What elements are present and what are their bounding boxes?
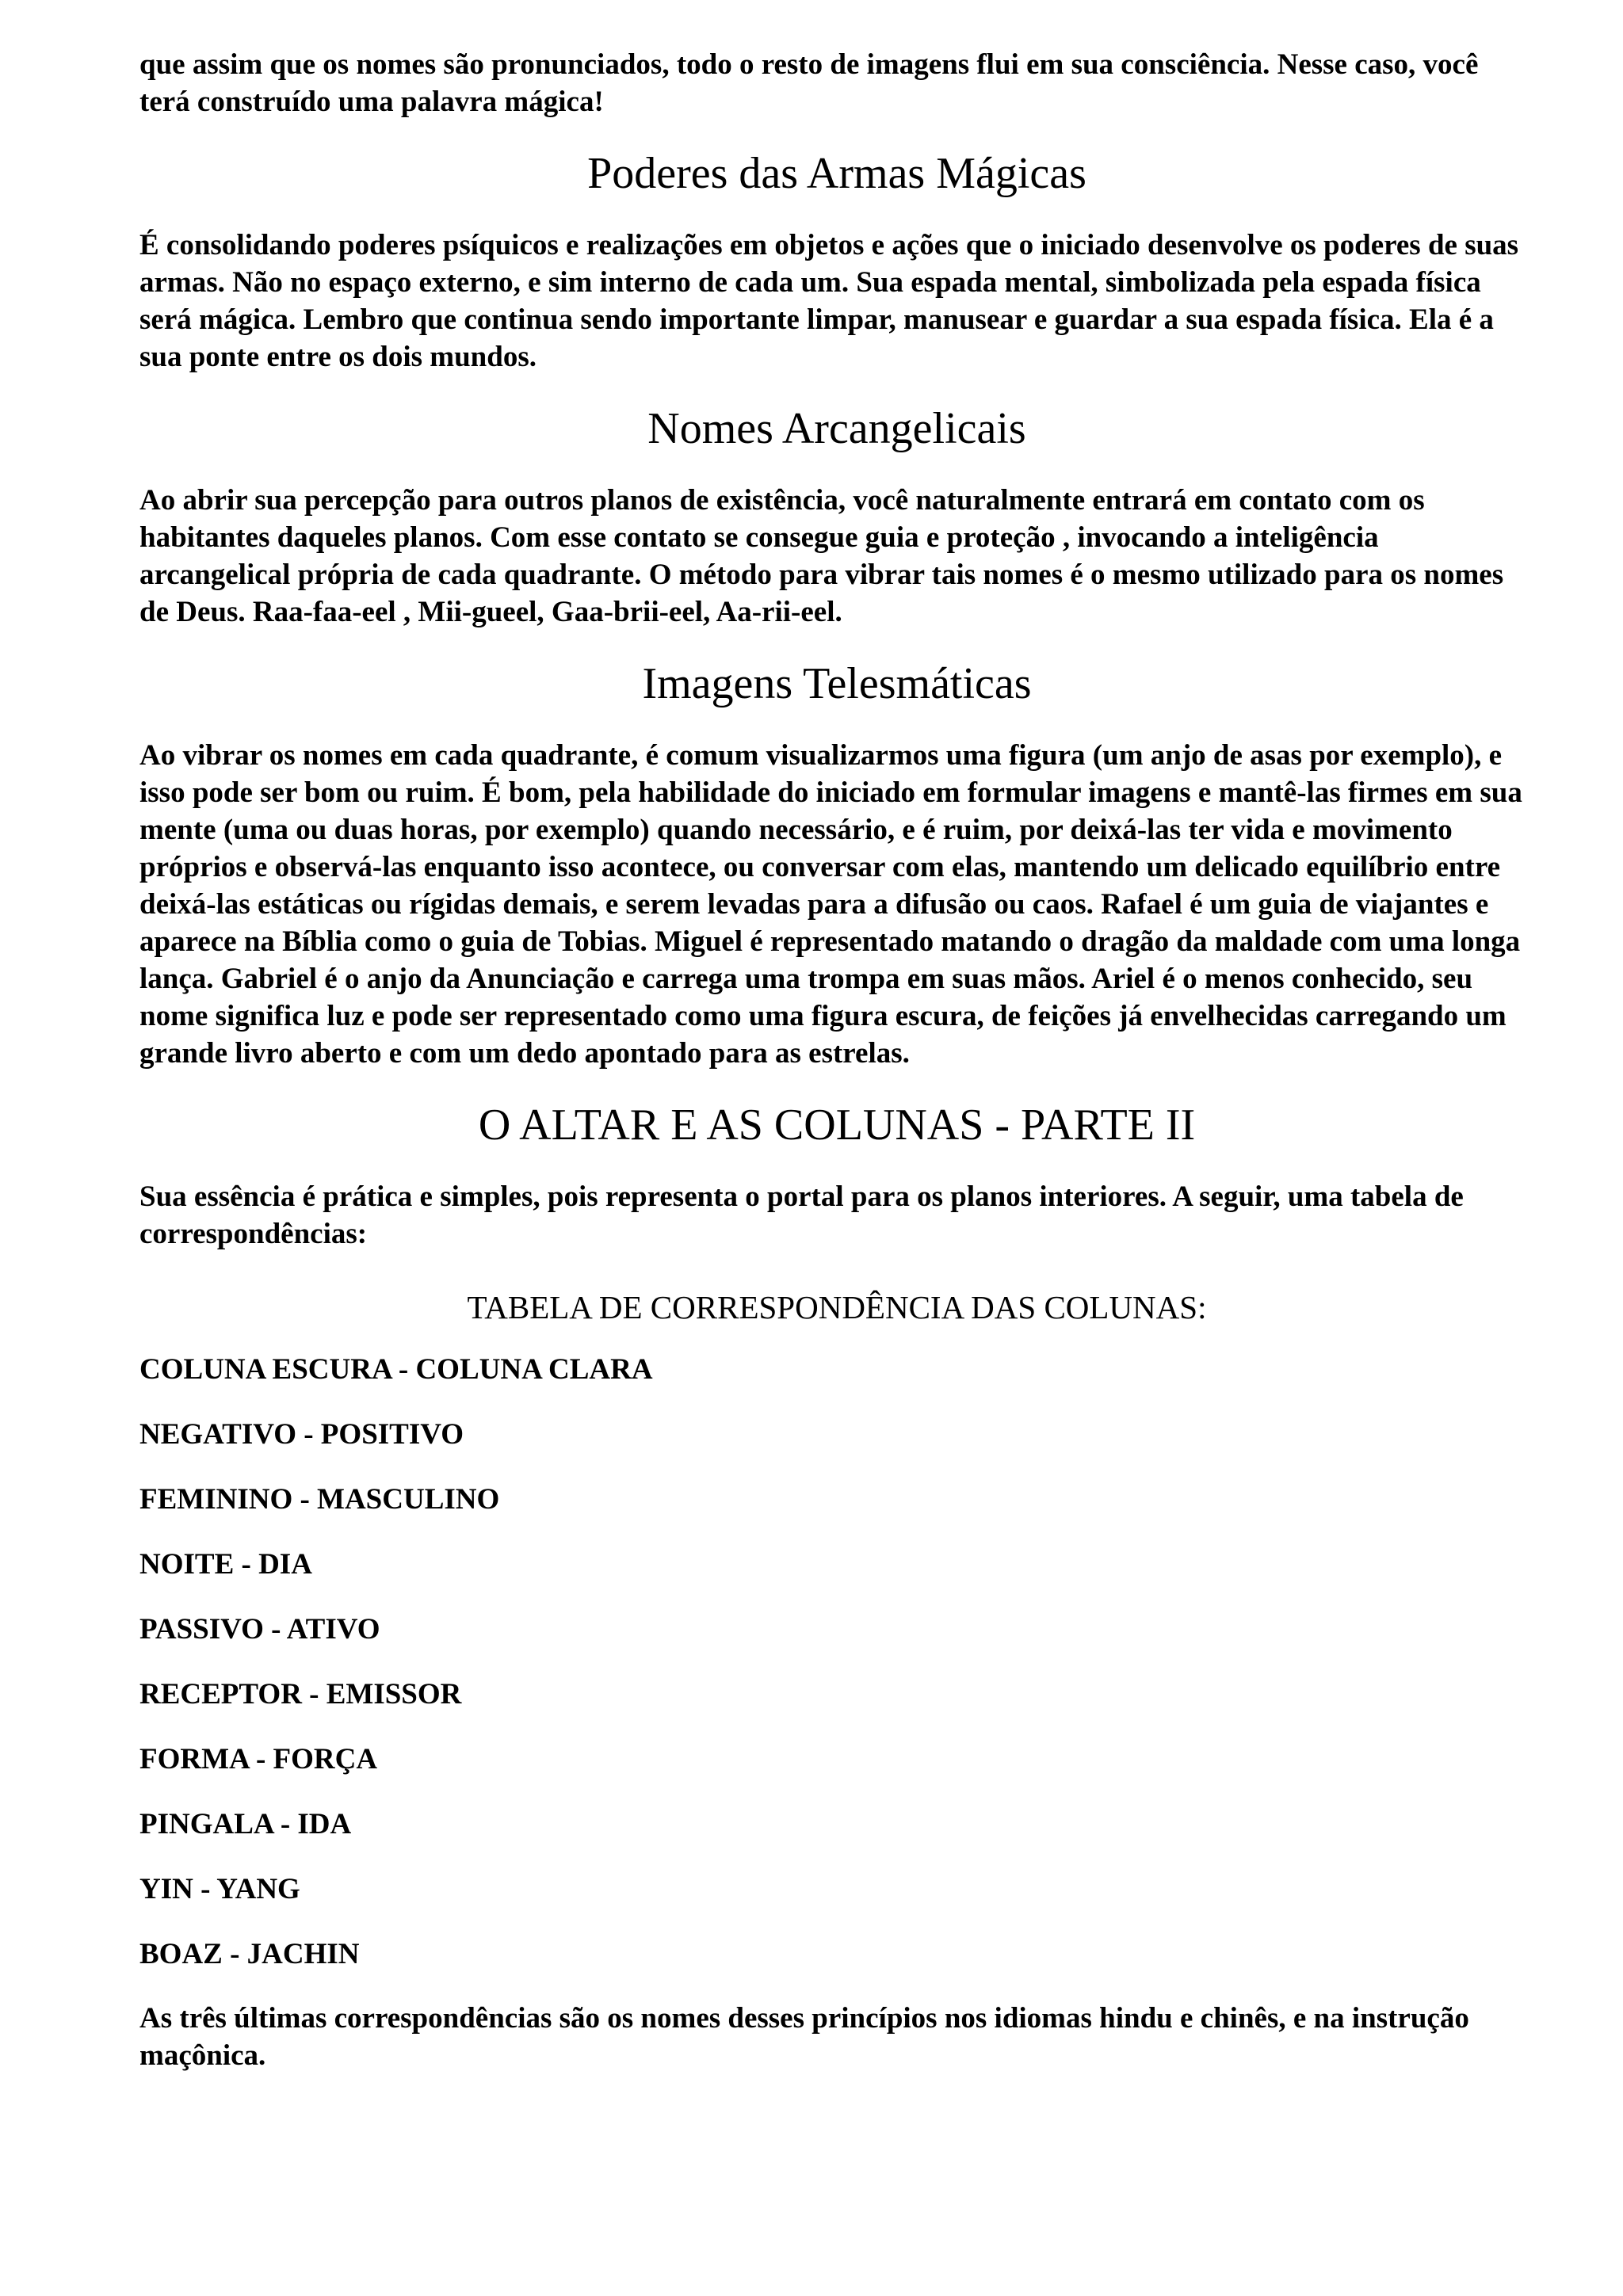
correspondence-item: NEGATIVO - POSITIVO xyxy=(139,1418,464,1451)
section-heading-altar-colunas: O ALTAR E AS COLUNAS - PARTE II xyxy=(478,1100,1196,1150)
correspondence-item: RECEPTOR - EMISSOR xyxy=(139,1678,462,1711)
correspondence-list xyxy=(139,1351,1534,1973)
correspondence-item: PINGALA - IDA xyxy=(139,1808,352,1840)
correspondence-item: NOITE - DIA xyxy=(139,1548,312,1581)
correspondence-item: YIN - YANG xyxy=(139,1873,300,1905)
section-paragraph-altar-colunas: Sua essência é prática e simples, pois representa o portal para os planos interiores. A seguir, uma tabela de correspondências: xyxy=(139,1180,1464,1250)
correspondence-item: PASSIVO - ATIVO xyxy=(139,1613,380,1646)
correspondence-item: COLUNA ESCURA - COLUNA CLARA xyxy=(139,1353,653,1386)
correspondence-item: FEMININO - MASCULINO xyxy=(139,1483,500,1516)
section-paragraph-poderes: É consolidando poderes psíquicos e realizações em objetos e ações que o iniciado desenvolve os poderes de suas armas. Não no espaço externo, e sim interno de cada um. Sua espada mental, simbolizada pela espada física será mágica. Lembro que continua sendo importante limpar, manusear e guardar a sua espada física. Ela é a sua ponte entre os dois mundos. xyxy=(139,229,1519,373)
closing-paragraph: As três últimas correspondências são os nomes desses princípios nos idiomas hindu e chinês, e na instrução maçônica. xyxy=(139,2002,1469,2072)
section-heading-nomes-arcangelicais: Nomes Arcangelicais xyxy=(647,404,1026,453)
intro-paragraph: que assim que os nomes são pronunciados, todo o resto de imagens flui em sua consciência. Nesse caso, você terá construído uma palavra mágica! xyxy=(139,48,1479,118)
table-title: TABELA DE CORRESPONDÊNCIA DAS COLUNAS: xyxy=(467,1289,1207,1325)
section-heading-poderes: Poderes das Armas Mágicas xyxy=(587,149,1086,198)
section-heading-imagens-telesmaticas: Imagens Telesmáticas xyxy=(642,659,1032,708)
correspondence-item: BOAZ - JACHIN xyxy=(139,1938,360,1970)
section-paragraph-nomes-arcangelicais: Ao abrir sua percepção para outros planos de existência, você naturalmente entrará em contato com os habitantes daqueles planos. Com esse contato se consegue guia e proteção , invocando a inteligência arcangelical própria de cada quadrante. O método para vibrar tais nomes é o mesmo utilizado para os nomes de Deus. Raa-faa-eel , Mii-gueel, Gaa-brii-eel, Aa-rii-eel. xyxy=(139,484,1504,628)
section-paragraph-imagens-telesmaticas: Ao vibrar os nomes em cada quadrante, é comum visualizarmos uma figura (um anjo de asas por exemplo), e isso pode ser bom ou ruim. É bom, pela habilidade do iniciado em formular imagens e mantê-las firmes em sua mente (uma ou duas horas, por exemplo) quando necessário, e é ruim, por deixá-las ter vida e movimento próprios e observá-las enquanto isso acontece, ou conversar com elas, mantendo um delicado equilíbrio entre deixá-las estáticas ou rígidas demais, e serem levadas para a difusão ou caos. Rafael é um guia de viajantes e aparece na Bíblia como o guia de Tobias. Miguel é representado matando o dragão da maldade com uma longa lança. Gabriel é o anjo da Anunciação e carrega uma trompa em suas mãos. Ariel é o menos conhecido, seu nome significa luz e pode ser representado como uma figura escura, de feições já envelhecidas carregando um grande livro aberto e com um dedo apontado para as estrelas. xyxy=(139,739,1522,1070)
document-page xyxy=(139,46,1534,2074)
correspondence-item: FORMA - FORÇA xyxy=(139,1743,378,1775)
